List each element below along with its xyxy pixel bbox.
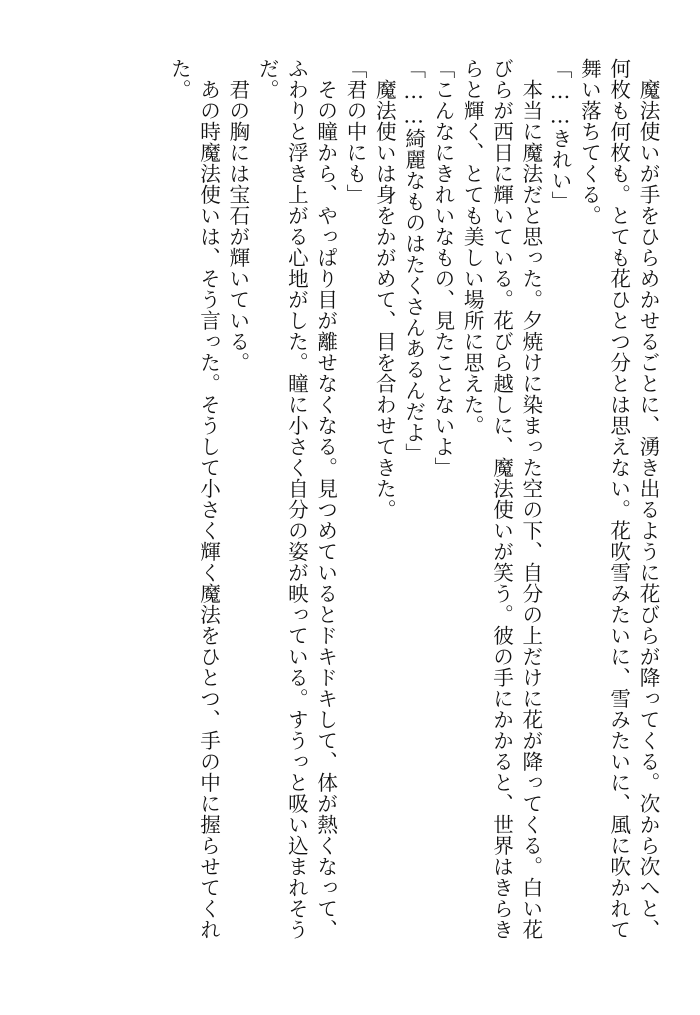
text-line: た。 <box>167 58 192 100</box>
text-line: 君の胸には宝石が輝いている。 <box>225 58 250 373</box>
text-line: だ。 <box>255 58 280 100</box>
text-line: 「……きれい」 <box>548 58 573 212</box>
text-line: 「……綺麗なものはたくさんあるんだよ」 <box>401 58 426 464</box>
text-line: 「こんなにきれいなもの、見たことないよ」 <box>430 58 455 478</box>
text-line: らと輝く、とても美しい場所に思えた。 <box>460 58 485 436</box>
text-line: びらが西日に輝いている。花びら越しに、魔法使いが笑う。彼の手にかかると、世界はきらき <box>489 58 514 940</box>
text-line: 何枚も何枚も。とても花ひとつ分とは思えない。花吹雪みたいに、雪みたいに、風に吹かれて <box>606 58 631 940</box>
text-line: 本当に魔法だと思った。夕焼けに染まった空の下、自分の上だけに花が降ってくる。白い花 <box>518 58 543 940</box>
text-line: 魔法使いは身をかがめて、目を合わせてきた。 <box>372 58 397 520</box>
text-line: 舞い落ちてくる。 <box>577 58 602 226</box>
vertical-text-body <box>164 58 662 978</box>
text-line: 「君の中にも」 <box>343 58 368 205</box>
text-line: あの時魔法使いは、そう言った。そうして小さく輝く魔法をひとつ、手の中に握らせてくれ <box>196 58 221 940</box>
text-line: 魔法使いが手をひらめかせるごとに、湧き出るように花びらが降ってくる。次から次へと、 <box>636 58 660 940</box>
text-line: その瞳から、やっぱり目が離せなくなる。見つめているとドキドキして、体が熱くなって、 <box>313 58 338 940</box>
text-line: ふわりと浮き上がる心地がした。瞳に小さく自分の姿が映っている。すうっと吸い込まれそう <box>284 58 309 940</box>
